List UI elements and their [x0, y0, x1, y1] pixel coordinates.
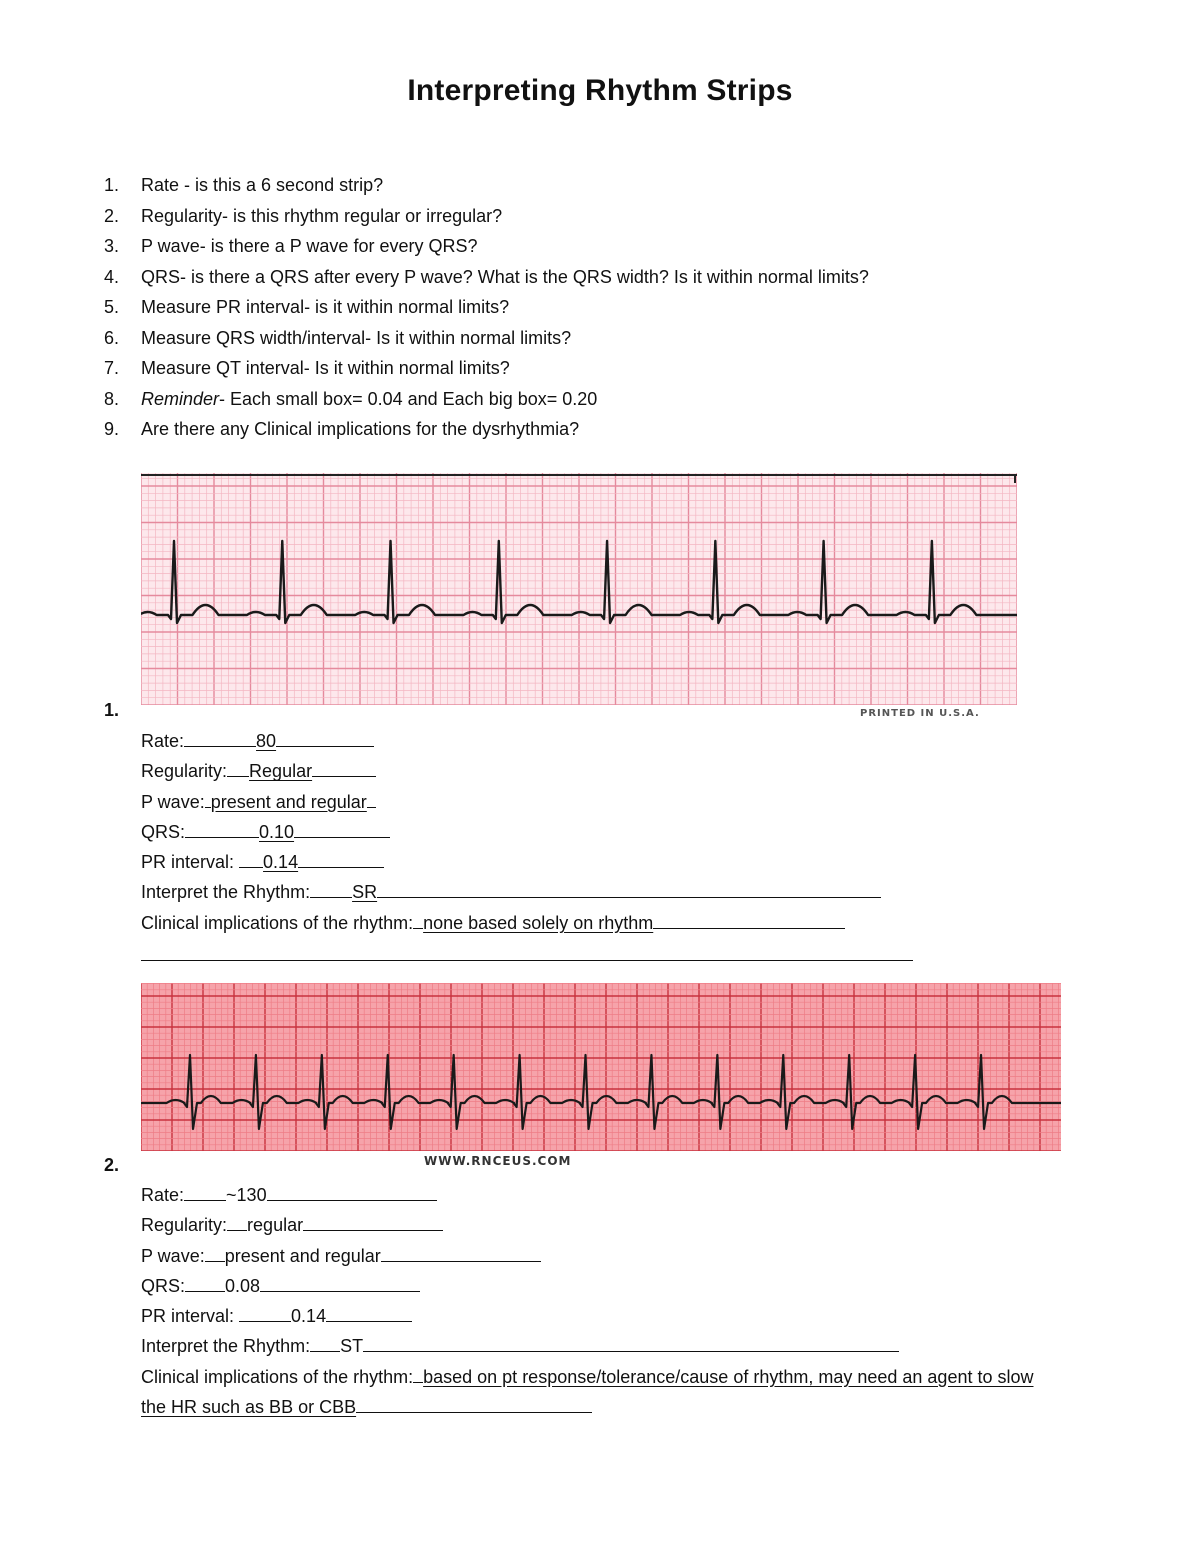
- blank-line: [260, 1273, 420, 1292]
- rhythm-strip-2: [141, 983, 1061, 1151]
- regularity-value[interactable]: regular: [247, 1215, 304, 1236]
- strip1-printed-note: PRINTED IN U.S.A.: [860, 708, 980, 719]
- question-list: [104, 170, 869, 445]
- question-number: 5.: [104, 297, 120, 317]
- strip2-printed-note: WWW.RNCEUS.COM: [424, 1154, 572, 1168]
- pr-value[interactable]: 0.14: [291, 1306, 327, 1327]
- strip2-answers: [141, 1180, 1033, 1422]
- blank-line: [363, 1333, 899, 1352]
- reminder-label: Reminder: [141, 388, 220, 409]
- strip1-interpret-row: [141, 877, 881, 907]
- clinical-label: Clinical implications of the rhythm:: [141, 1366, 414, 1387]
- question-number: 4.: [104, 266, 120, 287]
- ecg-strip-2-graphic: [141, 983, 1061, 1151]
- blank-line: [303, 1212, 443, 1231]
- regularity-value[interactable]: Regular: [249, 761, 313, 782]
- question-item: [104, 170, 869, 201]
- interpret-label: Interpret the Rhythm:: [141, 1336, 311, 1357]
- blank-line: [413, 910, 423, 929]
- question-text: Measure QT interval- Is it within normal limits?: [141, 358, 510, 378]
- question-text: Are there any Clinical implications for the dysrhythmia?: [141, 419, 580, 439]
- blank-line: [381, 1243, 541, 1262]
- blank-line: [298, 849, 384, 868]
- regularity-label: Regularity:: [141, 1215, 228, 1236]
- question-number: 6.: [104, 327, 120, 348]
- question-item: [104, 414, 869, 445]
- qrs-label: QRS:: [141, 1275, 186, 1296]
- pwave-value[interactable]: present and regular: [210, 791, 367, 812]
- rate-label: Rate:: [141, 731, 185, 751]
- blank-line: [653, 910, 845, 929]
- ecg-grid: [141, 473, 1017, 705]
- strip1-regularity-row: [141, 756, 881, 786]
- question-item: [104, 231, 869, 262]
- qrs-value[interactable]: 0.10: [259, 821, 295, 842]
- strip1-clinical-row: [141, 908, 881, 938]
- qrs-label: QRS:: [141, 821, 186, 842]
- blank-line: [185, 819, 259, 838]
- question-number: 8.: [104, 388, 120, 409]
- blank-line: [227, 1212, 247, 1231]
- question-item: [104, 353, 869, 384]
- clinical-value[interactable]: none based solely on rhythm: [423, 912, 654, 933]
- blank-line: [205, 1243, 225, 1262]
- pr-label: PR interval:: [141, 1306, 235, 1327]
- question-text: - Each small box= 0.04 and Each big box= 0.20: [219, 388, 598, 409]
- strip2-pwave-row: [141, 1241, 1033, 1271]
- strip1-qrs-row: [141, 817, 881, 847]
- blank-line: [239, 1303, 291, 1322]
- blank-line: [312, 758, 376, 777]
- question-item: [104, 262, 869, 293]
- blank-line: [185, 1273, 225, 1292]
- rhythm-strip-1: [141, 473, 1017, 705]
- pwave-value[interactable]: present and regular: [224, 1245, 381, 1266]
- blank-line: [310, 879, 352, 898]
- blank-line: [367, 789, 376, 808]
- blank-line: [310, 1333, 340, 1352]
- question-number: 7.: [104, 358, 120, 378]
- page-title: Interpreting Rhythm Strips: [407, 74, 793, 107]
- question-number: 3.: [104, 236, 120, 256]
- pr-label: PR interval:: [141, 852, 235, 873]
- clinical-label: Clinical implications of the rhythm:: [141, 912, 414, 933]
- pr-value[interactable]: 0.14: [263, 852, 299, 873]
- rate-value[interactable]: ~130: [226, 1185, 267, 1205]
- rate-value[interactable]: 80: [256, 731, 277, 751]
- blank-line: [276, 728, 374, 747]
- strip1-pr-row: [141, 847, 881, 877]
- blank-line: [326, 1303, 412, 1322]
- strip1-number: 1.: [104, 700, 120, 720]
- question-number: 1.: [104, 175, 120, 195]
- strip1-rate-row: [141, 726, 881, 756]
- blank-line: [184, 728, 256, 747]
- blank-line: [184, 1182, 226, 1201]
- strip2-number: 2.: [104, 1155, 120, 1175]
- pwave-label: P wave:: [141, 1245, 205, 1266]
- question-text: Rate - is this a 6 second strip?: [141, 175, 384, 195]
- pwave-label: P wave:: [141, 791, 205, 812]
- strip2-pr-row: [141, 1301, 1033, 1331]
- clinical-value[interactable]: based on pt response/tolerance/cause of rhythm, may need an agent to slow: [423, 1366, 1034, 1387]
- strip1-extra-blank-line[interactable]: [141, 960, 913, 961]
- blank-line: [267, 1182, 437, 1201]
- blank-line: [413, 1364, 423, 1383]
- question-item: [104, 384, 869, 415]
- qrs-value[interactable]: 0.08: [225, 1275, 261, 1296]
- question-text: Regularity- is this rhythm regular or irregular?: [141, 205, 503, 226]
- question-text: P wave- is there a P wave for every QRS?: [141, 236, 478, 256]
- ecg-strip-1-graphic: [141, 473, 1017, 705]
- question-text: QRS- is there a QRS after every P wave? What is the QRS width? Is it within normal limits?: [141, 266, 869, 287]
- question-text: Measure PR interval- is it within normal limits?: [141, 297, 510, 317]
- question-number: 2.: [104, 205, 120, 226]
- regularity-label: Regularity:: [141, 761, 228, 782]
- strip2-qrs-row: [141, 1271, 1033, 1301]
- blank-line: [377, 879, 881, 898]
- interpret-value[interactable]: SR: [352, 882, 378, 903]
- question-item: [104, 292, 869, 323]
- interpret-value[interactable]: ST: [340, 1336, 364, 1357]
- blank-line: [239, 849, 263, 868]
- clinical-value-continued[interactable]: the HR such as BB or CBB: [141, 1397, 357, 1418]
- strip2-clinical-cont-row: [141, 1392, 1033, 1422]
- strip2-clinical-row: [141, 1362, 1033, 1392]
- strip1-pwave-row: [141, 787, 881, 817]
- question-item: [104, 323, 869, 354]
- strip1-answers: [141, 726, 881, 938]
- interpret-label: Interpret the Rhythm:: [141, 882, 311, 903]
- strip2-interpret-row: [141, 1331, 1033, 1361]
- blank-line: [294, 819, 390, 838]
- blank-line: [356, 1394, 592, 1413]
- rate-label: Rate:: [141, 1185, 185, 1205]
- question-text: Measure QRS width/interval- Is it within normal limits?: [141, 327, 572, 348]
- strip2-rate-row: [141, 1180, 1033, 1210]
- strip2-regularity-row: [141, 1210, 1033, 1240]
- blank-line: [227, 758, 249, 777]
- question-item: [104, 201, 869, 232]
- question-number: 9.: [104, 419, 120, 439]
